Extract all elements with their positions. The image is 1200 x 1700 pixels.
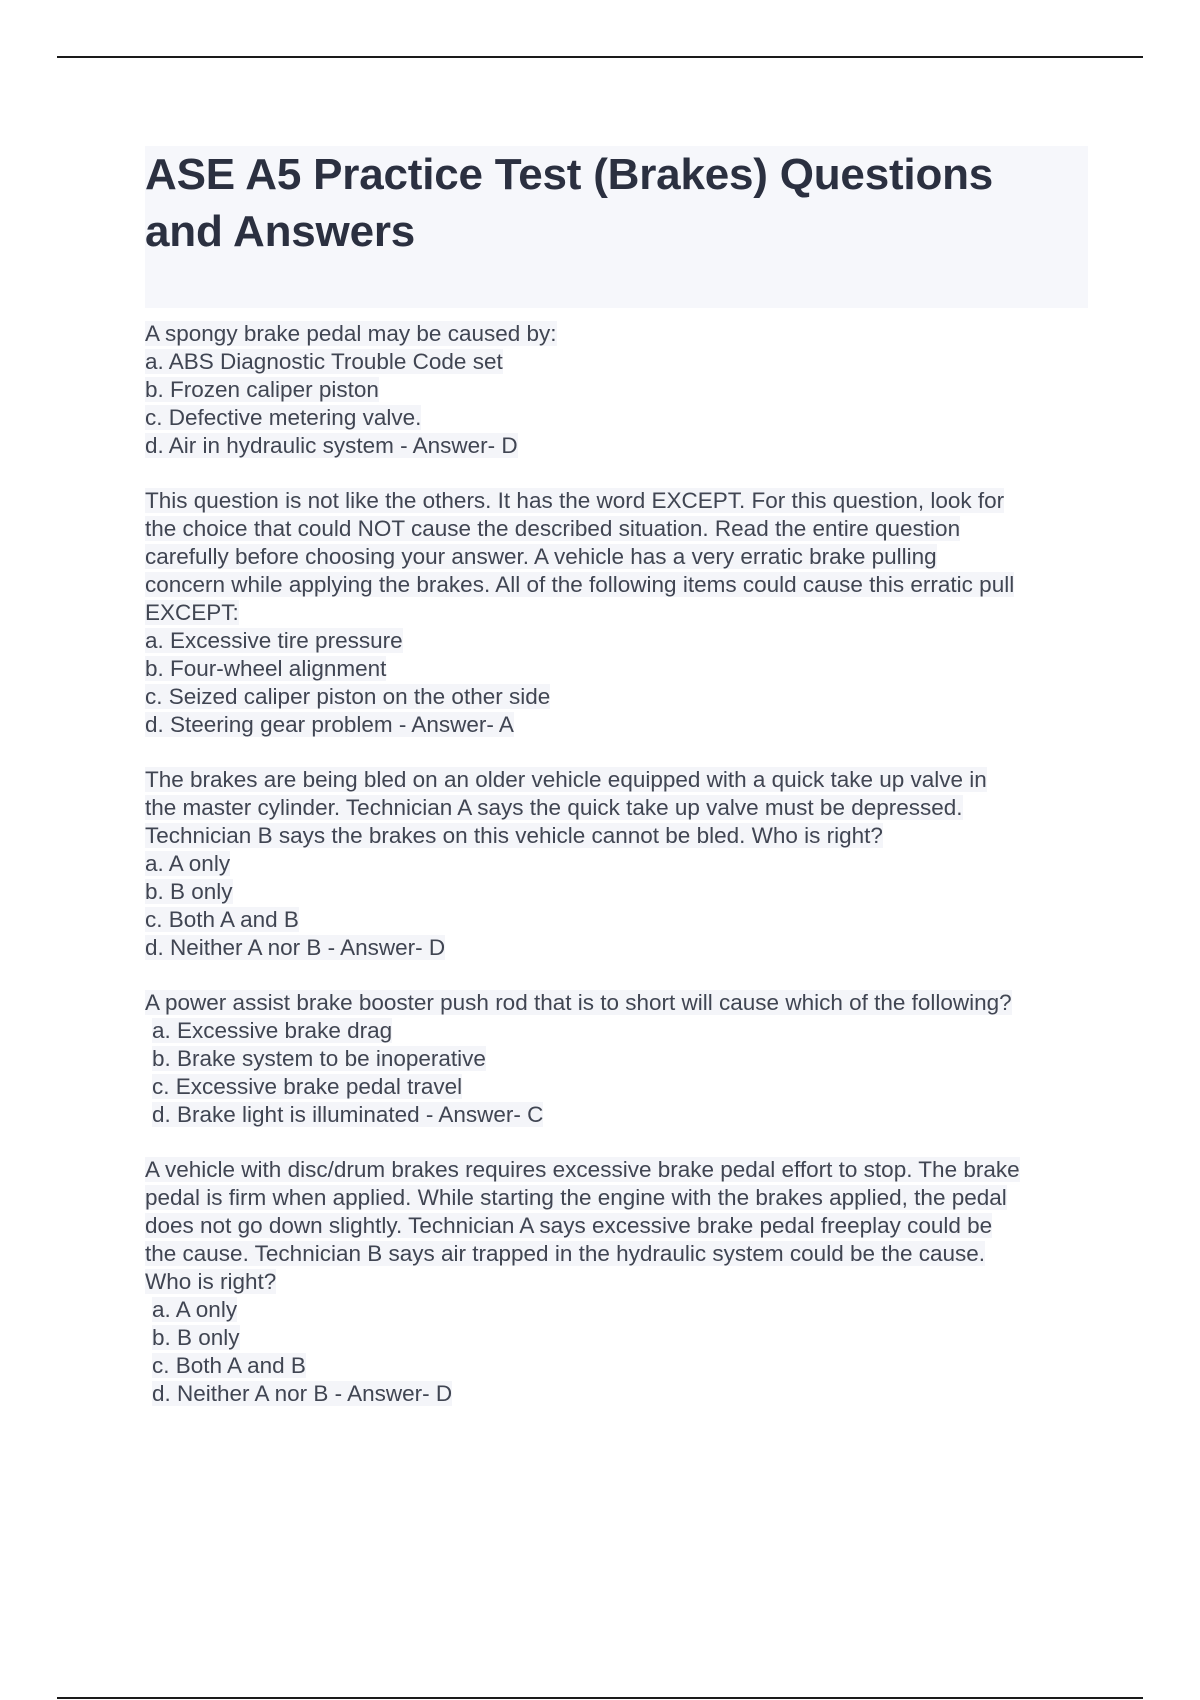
stem-line: This question is not like the others. It has the word EXCEPT. For this question, look for	[145, 488, 1005, 513]
top-rule	[57, 56, 1143, 58]
question-block-4	[145, 989, 1088, 1129]
document-title	[145, 146, 1088, 260]
answer-option: d. Brake light is illuminated - Answer- C	[152, 1102, 544, 1127]
stem-line: Who is right?	[145, 1269, 277, 1294]
answer-option: b. B only	[145, 879, 233, 904]
stem-line: A vehicle with disc/drum brakes requires excessive brake pedal effort to stop. The brake	[145, 1157, 1020, 1182]
stem-line: does not go down slightly. Technician A says excessive brake pedal freeplay could be	[145, 1213, 993, 1238]
answer-option: b. Four-wheel alignment	[145, 656, 387, 681]
answer-options	[145, 627, 1088, 739]
stem-line: Technician B says the brakes on this vehicle cannot be bled. Who is right?	[145, 823, 883, 848]
answer-option: d. Steering gear problem - Answer- A	[145, 712, 514, 737]
stem-line: A power assist brake booster push rod that is to short will cause which of the following?	[145, 990, 1012, 1015]
stem-line: The brakes are being bled on an older vehicle equipped with a quick take up valve in	[145, 767, 987, 792]
stem-line: EXCEPT:	[145, 600, 239, 625]
title-line: and Answers	[145, 207, 416, 256]
title-line: ASE A5 Practice Test (Brakes) Questions	[145, 150, 994, 199]
answer-option: b. Frozen caliper piston	[145, 377, 379, 402]
answer-option: c. Excessive brake pedal travel	[152, 1074, 463, 1099]
title-block	[145, 146, 1088, 308]
answer-options	[145, 1017, 1088, 1129]
stem-line: concern while applying the brakes. All of the following items could cause this erratic pull	[145, 572, 1015, 597]
stem-line: the choice that could NOT cause the described situation. Read the entire question	[145, 516, 961, 541]
answer-option: a. A only	[145, 851, 231, 876]
stem-line: pedal is firm when applied. While starting the engine with the brakes applied, the pedal	[145, 1185, 1007, 1210]
answer-option: a. Excessive tire pressure	[145, 628, 403, 653]
question-block-3	[145, 766, 1088, 962]
question-stem	[145, 989, 1088, 1017]
answer-option: c. Seized caliper piston on the other side	[145, 684, 551, 709]
answer-options	[145, 348, 1088, 460]
stem-line: carefully before choosing your answer. A vehicle has a very erratic brake pulling	[145, 544, 937, 569]
answer-option: c. Both A and B	[152, 1353, 306, 1378]
stem-line: A spongy brake pedal may be caused by:	[145, 321, 557, 346]
answer-option: a. A only	[152, 1297, 238, 1322]
answer-option: d. Air in hydraulic system - Answer- D	[145, 433, 518, 458]
question-stem	[145, 1156, 1088, 1296]
question-block-1	[145, 320, 1088, 460]
answer-options	[145, 1296, 1088, 1408]
stem-line: the cause. Technician B says air trapped in the hydraulic system could be the cause.	[145, 1241, 986, 1266]
answer-option: d. Neither A nor B - Answer- D	[145, 935, 446, 960]
question-block-5	[145, 1156, 1088, 1408]
question-stem	[145, 766, 1088, 850]
answer-option: b. B only	[152, 1325, 240, 1350]
question-stem	[145, 320, 1088, 348]
stem-line: the master cylinder. Technician A says the quick take up valve must be depressed.	[145, 795, 963, 820]
question-block-2	[145, 487, 1088, 739]
bottom-rule	[57, 1697, 1143, 1699]
answer-options	[145, 850, 1088, 962]
answer-option: d. Neither A nor B - Answer- D	[152, 1381, 453, 1406]
answer-option: b. Brake system to be inoperative	[152, 1046, 486, 1071]
answer-option: a. ABS Diagnostic Trouble Code set	[145, 349, 503, 374]
document-body	[145, 146, 1088, 1435]
answer-option: c. Defective metering valve.	[145, 405, 422, 430]
answer-option: c. Both A and B	[145, 907, 299, 932]
answer-option: a. Excessive brake drag	[152, 1018, 393, 1043]
question-stem	[145, 487, 1088, 627]
